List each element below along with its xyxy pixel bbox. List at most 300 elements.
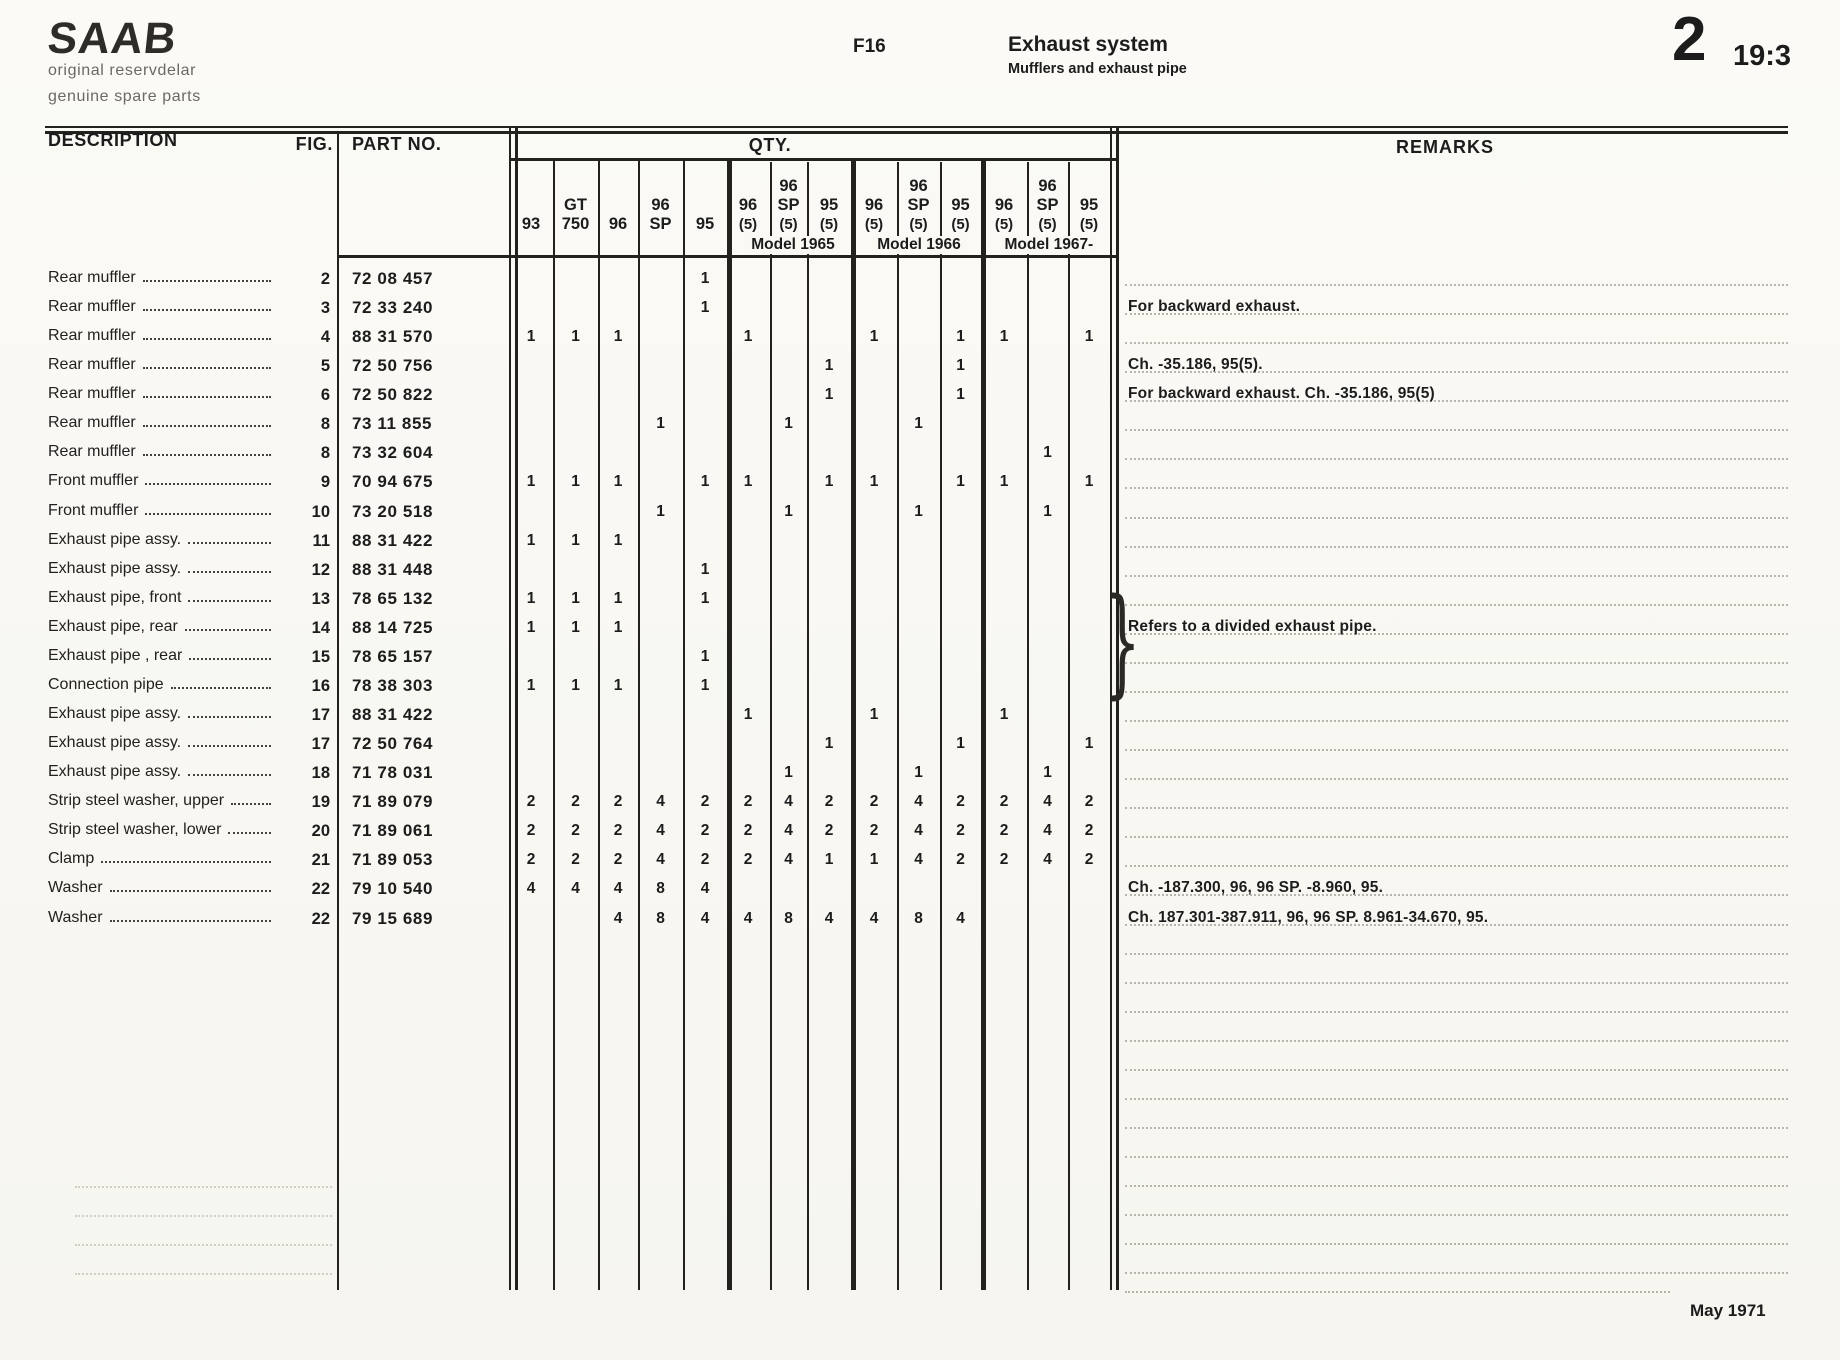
qty-cell: 2 [743, 793, 753, 811]
remark-cell: For backward exhaust. [1128, 298, 1301, 316]
qty-cell: 2 [999, 793, 1009, 811]
remarks-dotted-line [1125, 342, 1788, 344]
part-no-cell: 73 32 604 [352, 443, 434, 463]
description-cell [48, 821, 273, 847]
fig-cell: 15 [311, 647, 330, 666]
qty-cell: 2 [526, 793, 536, 811]
part-no-cell: 88 31 570 [352, 327, 434, 347]
qty-cell: 1 [700, 676, 710, 694]
remarks-dotted-line [1125, 429, 1788, 431]
qty-cell: 2 [999, 851, 1009, 869]
qty-cell: 1 [824, 357, 834, 375]
description-text: Exhaust pipe , rear [48, 646, 183, 664]
saab-logo: SAAB [45, 14, 180, 63]
remarks-dotted-line [1125, 1098, 1788, 1100]
remarks-dotted-line [1125, 458, 1788, 460]
remarks-dotted-line [1125, 953, 1788, 955]
dotted-leader [188, 600, 271, 602]
description-text: Exhaust pipe assy. [48, 530, 182, 548]
qty-cell: 1 [700, 647, 710, 665]
description-cell [48, 298, 273, 324]
part-no-cell: 72 33 240 [352, 298, 434, 318]
part-no-cell: 88 31 422 [352, 705, 434, 725]
qty-col-label-line: 96 [651, 196, 670, 214]
qty-cell: 4 [1043, 793, 1052, 811]
remarks-dotted-line [1125, 1011, 1788, 1013]
qty-cell: 4 [613, 909, 623, 927]
logo-subtitle-swedish: original reservdelar [48, 62, 197, 79]
description-cell [48, 560, 273, 586]
qty-cell: 2 [571, 793, 580, 811]
description-text: Front muffler [48, 472, 139, 490]
qty-col-label-line: 96 [1038, 177, 1057, 195]
part-no-cell: 79 15 689 [352, 908, 434, 928]
fig-cell: 9 [320, 473, 330, 492]
qty-cell: 1 [999, 328, 1009, 346]
qty-col-header-group2-3 [937, 162, 985, 234]
remarks-dotted-line [1125, 1185, 1788, 1187]
remarks-dotted-line [1125, 691, 1788, 693]
fig-cell: 3 [320, 299, 330, 318]
faint-description-leader [75, 1215, 332, 1217]
fig-cell: 8 [320, 415, 330, 434]
qty-cell: 4 [656, 851, 665, 869]
description-text: Rear muffler [48, 269, 136, 286]
qty-col-label-line: 96 [909, 177, 928, 195]
qty-cell: 1 [784, 764, 793, 782]
qty-cell: 4 [914, 851, 923, 869]
qty-cell: 1 [613, 328, 623, 346]
description-cell [48, 879, 273, 905]
qty-col-label-line: 95 [695, 215, 715, 233]
qty-col-header-group3-3 [1065, 162, 1113, 234]
qty-col-label-line: (5) [864, 216, 884, 233]
description-cell [48, 327, 273, 353]
description-text: Strip steel washer, lower [48, 821, 222, 839]
description-text: Washer [48, 908, 103, 926]
dotted-leader [143, 396, 271, 398]
qty-cell: 4 [571, 880, 580, 898]
remark-cell: For backward exhaust. Ch. -35.186, 95(5) [1128, 385, 1435, 403]
remarks-dotted-line [1125, 1156, 1788, 1158]
description-cell [48, 647, 273, 673]
qty-cell: 1 [824, 851, 834, 869]
qty-cell: 1 [999, 706, 1009, 724]
qty-cell: 1 [656, 415, 665, 433]
fig-cell: 6 [320, 386, 330, 405]
fig-cell: 4 [320, 328, 330, 347]
qty-cell: 8 [656, 880, 665, 898]
description-text: Rear muffler [48, 356, 136, 374]
qty-cell: 4 [656, 822, 665, 840]
qty-cell: 2 [1084, 851, 1094, 869]
qty-col-label-line: SP [1036, 196, 1059, 214]
qty-cell: 1 [1084, 473, 1094, 491]
qty-cell: 1 [571, 473, 580, 491]
part-no-cell: 72 50 764 [352, 734, 434, 754]
qty-cell: 2 [824, 793, 834, 811]
qty-cell: 1 [613, 589, 623, 607]
qty-cell: 4 [743, 909, 753, 927]
qty-cell: 2 [613, 851, 623, 869]
qty-col-label-line: (5) [994, 216, 1014, 233]
qty-col-label-line: SP [777, 196, 800, 214]
qty-cell: 1 [526, 676, 536, 694]
qty-cell: 1 [956, 357, 965, 375]
qty-col-label-line: 96 [994, 196, 1014, 214]
fig-cell: 17 [311, 706, 330, 725]
dotted-leader [188, 774, 271, 776]
qty-cell: 1 [613, 531, 623, 549]
description-text: Rear muffler [48, 443, 136, 461]
part-no-cell: 72 50 822 [352, 385, 434, 405]
fig-cell: 21 [311, 851, 330, 870]
qty-cell: 2 [700, 851, 710, 869]
qty-cell: 8 [656, 909, 665, 927]
qty-col-header-96SP [637, 162, 685, 234]
description-cell [48, 763, 273, 789]
remarks-dotted-line [1125, 778, 1788, 780]
remark-cell: Refers to a divided exhaust pipe. [1128, 617, 1377, 635]
remarks-dotted-line [1125, 546, 1788, 548]
col-header-description: DESCRIPTION [48, 130, 178, 150]
remarks-dotted-line [1125, 982, 1788, 984]
grid-vline [940, 162, 942, 1290]
description-text: Connection pipe [48, 675, 164, 693]
dotted-leader [145, 513, 271, 515]
description-cell [48, 589, 273, 615]
qty-cell: 1 [526, 328, 536, 346]
description-cell [48, 269, 273, 295]
grid-vline [638, 160, 640, 1290]
qty-col-label-line: 750 [561, 215, 590, 233]
qty-cell: 1 [743, 706, 753, 724]
section-number: 2 [1672, 5, 1707, 74]
part-no-cell: 73 11 855 [352, 414, 433, 434]
grid-vline [515, 126, 518, 1290]
part-no-cell: 78 65 157 [352, 646, 434, 666]
qty-cell: 1 [700, 560, 710, 578]
remarks-dotted-line [1125, 517, 1788, 519]
part-no-cell: 79 10 540 [352, 879, 434, 899]
qty-cell: 1 [914, 502, 923, 520]
qty-cell: 1 [869, 706, 879, 724]
footer-date: May 1971 [1690, 1301, 1766, 1320]
qty-col-label-line: 93 [521, 215, 541, 233]
qty-cell: 1 [571, 328, 580, 346]
grid-vline [683, 160, 685, 1290]
model-label: Model 1966 [872, 236, 966, 254]
qty-col-label-line: 95 [951, 196, 970, 214]
qty-col-header-group1-3 [805, 162, 853, 234]
qty-cell: 2 [613, 822, 623, 840]
qty-cell: 2 [571, 851, 580, 869]
part-no-cell: 71 78 031 [352, 763, 434, 783]
remarks-dotted-line [1125, 720, 1788, 722]
qty-cell: 1 [1084, 328, 1094, 346]
col-header-part-no: PART NO. [352, 134, 442, 154]
remarks-dotted-line [1125, 1214, 1788, 1216]
part-no-cell: 71 89 061 [352, 821, 434, 841]
description-cell [48, 472, 273, 498]
page-subtitle: Mufflers and exhaust pipe [1008, 61, 1187, 77]
description-text: Washer [48, 879, 103, 897]
remarks-dotted-line [1125, 1040, 1788, 1042]
qty-col-header-93 [507, 162, 555, 234]
faint-description-leader [75, 1273, 332, 1275]
qty-cell: 2 [956, 851, 965, 869]
faint-description-leader [75, 1244, 332, 1246]
description-cell [48, 850, 273, 876]
qty-cell: 4 [824, 909, 834, 927]
remarks-dotted-line [1125, 487, 1788, 489]
dotted-leader [188, 542, 271, 544]
description-cell [48, 502, 273, 528]
grid-vline [1068, 162, 1070, 1290]
description-cell [48, 792, 273, 818]
qty-cell: 1 [526, 473, 536, 491]
qty-col-label-line: (5) [1079, 216, 1099, 233]
fig-cell: 17 [311, 735, 330, 754]
qty-col-label-line: SP [649, 215, 672, 233]
dotted-leader [228, 832, 271, 834]
remarks-dotted-line [1125, 662, 1788, 664]
dotted-leader [188, 716, 271, 718]
model-label: Model 1967- [1002, 236, 1096, 254]
dotted-leader [189, 658, 271, 660]
remarks-dotted-line [1125, 284, 1788, 286]
grid-vline [337, 131, 339, 1290]
remarks-brace: } [1104, 572, 1141, 711]
qty-cell: 8 [784, 909, 793, 927]
qty-cell: 1 [700, 299, 710, 317]
grid-vline [897, 162, 899, 1290]
qty-cell: 1 [656, 502, 665, 520]
qty-cell: 1 [914, 415, 923, 433]
qty-col-label-line: 96 [779, 177, 798, 195]
dotted-leader [143, 309, 271, 311]
description-cell [48, 705, 273, 731]
fig-cell: 20 [311, 822, 330, 841]
grid-hline [45, 126, 1788, 128]
description-text: Strip steel washer, upper [48, 792, 225, 810]
remarks-dotted-line [1125, 1272, 1788, 1274]
grid-vline [770, 162, 772, 1290]
description-cell [48, 414, 273, 440]
description-text: Rear muffler [48, 414, 136, 432]
qty-cell: 2 [869, 822, 879, 840]
grid-hline [337, 255, 1119, 258]
remarks-dotted-line [1125, 1291, 1670, 1293]
part-no-cell: 88 31 422 [352, 530, 434, 550]
part-no-cell: 71 89 079 [352, 792, 434, 812]
fig-cell: 11 [312, 531, 330, 550]
qty-col-header-group3-1 [980, 162, 1028, 234]
col-header-qty: QTY. [748, 135, 792, 155]
description-text: Exhaust pipe assy. [48, 763, 182, 781]
qty-cell: 1 [956, 473, 965, 491]
logo-subtitle-english: genuine spare parts [48, 88, 201, 105]
qty-cell: 1 [1043, 444, 1052, 462]
qty-cell: 1 [700, 270, 710, 287]
col-header-remarks: REMARKS [1395, 137, 1494, 157]
dotted-leader [171, 687, 271, 689]
part-no-cell: 71 89 053 [352, 850, 434, 870]
qty-cell: 1 [784, 415, 793, 433]
dotted-leader [143, 338, 271, 340]
qty-cell: 2 [743, 822, 753, 840]
part-no-cell: 78 38 303 [352, 675, 434, 695]
description-cell [48, 676, 273, 702]
remarks-dotted-line [1125, 865, 1788, 867]
qty-col-label-line: (5) [779, 216, 798, 233]
qty-cell: 4 [613, 880, 623, 898]
fig-cell: 2 [320, 270, 330, 288]
page-number: 19:3 [1733, 40, 1792, 72]
grid-vline [598, 160, 600, 1290]
remarks-dotted-line [1125, 1069, 1788, 1071]
qty-cell: 1 [1084, 735, 1094, 753]
qty-cell: 2 [700, 822, 710, 840]
fig-cell: 14 [311, 618, 330, 637]
grid-vline [981, 158, 986, 1290]
qty-cell: 4 [526, 880, 536, 898]
qty-col-label-line: (5) [951, 216, 970, 233]
qty-cell: 1 [700, 473, 710, 491]
qty-cell: 4 [700, 880, 710, 898]
section-code: F16 [853, 36, 886, 57]
qty-cell: 2 [571, 822, 580, 840]
qty-col-header-group2-2 [895, 162, 943, 234]
dotted-leader [188, 571, 271, 573]
qty-col-label-line: (5) [909, 216, 928, 233]
dotted-leader [143, 425, 271, 427]
description-text: Exhaust pipe assy. [48, 734, 182, 752]
fig-cell: 10 [311, 502, 330, 521]
dotted-leader [231, 803, 271, 805]
qty-cell: 2 [869, 793, 879, 811]
description-text: Rear muffler [48, 385, 136, 403]
qty-cell: 2 [956, 822, 965, 840]
qty-col-label-line: 95 [819, 196, 839, 214]
description-text: Exhaust pipe, front [48, 588, 182, 606]
description-text: Clamp [48, 850, 95, 868]
dotted-leader [145, 483, 271, 485]
description-cell [48, 531, 273, 557]
qty-cell: 4 [1043, 851, 1052, 869]
qty-cell: 1 [914, 764, 923, 782]
qty-cell: 4 [700, 909, 710, 927]
qty-col-label-line: (5) [819, 216, 839, 233]
description-cell [48, 618, 273, 644]
description-cell [48, 909, 273, 935]
fig-cell: 22 [311, 880, 330, 899]
description-text: Exhaust pipe, rear [48, 617, 178, 635]
fig-cell: 18 [311, 764, 330, 783]
dotted-leader [110, 890, 271, 892]
fig-cell: 8 [320, 444, 330, 463]
qty-cell: 1 [526, 618, 536, 636]
qty-col-label-line: (5) [1038, 216, 1057, 233]
faint-description-leader [75, 1186, 332, 1188]
qty-cell: 1 [956, 328, 965, 346]
qty-cell: 2 [526, 822, 536, 840]
description-text: Exhaust pipe assy. [48, 559, 182, 577]
qty-col-label-line: GT [564, 196, 587, 214]
qty-cell: 4 [914, 822, 923, 840]
qty-col-label-line: (5) [738, 216, 758, 233]
qty-cell: 1 [613, 676, 623, 694]
qty-cell: 4 [914, 793, 923, 811]
qty-cell: 8 [914, 909, 923, 927]
grid-vline [553, 160, 555, 1290]
qty-cell: 1 [743, 328, 753, 346]
qty-cell: 1 [869, 473, 879, 491]
remarks-dotted-line [1125, 604, 1788, 606]
qty-col-header-GT750 [552, 162, 600, 234]
part-no-cell: 73 20 518 [352, 501, 434, 521]
qty-col-label-line: 95 [1079, 196, 1099, 214]
qty-cell: 2 [700, 793, 710, 811]
part-no-cell: 70 94 675 [352, 472, 434, 492]
qty-cell: 4 [656, 793, 665, 811]
dotted-leader [185, 629, 271, 631]
remark-cell: Ch. 187.301-387.911, 96, 96 SP. 8.961-34.670, 95. [1128, 908, 1489, 926]
description-text: Rear muffler [48, 298, 136, 316]
remarks-dotted-line [1125, 749, 1788, 751]
col-header-fig: FIG. [295, 134, 333, 154]
qty-cell: 2 [999, 822, 1009, 840]
qty-cell: 1 [956, 735, 965, 753]
qty-cell: 4 [784, 793, 793, 811]
dotted-leader [143, 454, 271, 456]
qty-cell: 1 [1043, 502, 1052, 520]
qty-cell: 1 [571, 531, 580, 549]
qty-col-label-line: 96 [864, 196, 884, 214]
grid-hline [509, 158, 1119, 161]
remarks-dotted-line [1125, 836, 1788, 838]
fig-cell: 16 [311, 676, 330, 695]
qty-cell: 1 [1043, 764, 1052, 782]
qty-col-label-line: SP [907, 196, 930, 214]
grid-vline [807, 162, 809, 1290]
qty-cell: 2 [1084, 793, 1094, 811]
remarks-dotted-line [1125, 575, 1788, 577]
remarks-dotted-line [1125, 1243, 1788, 1245]
fig-cell: 5 [320, 357, 330, 376]
description-cell [48, 443, 273, 469]
grid-vline [851, 158, 856, 1290]
qty-cell: 2 [743, 851, 753, 869]
qty-cell: 2 [526, 851, 536, 869]
qty-cell: 1 [571, 618, 580, 636]
description-cell [48, 734, 273, 760]
page-title: Exhaust system [1008, 33, 1168, 56]
dotted-leader [101, 861, 271, 863]
remark-cell: Ch. -187.300, 96, 96 SP. -8.960, 95. [1128, 879, 1384, 897]
qty-cell: 2 [956, 793, 965, 811]
part-no-cell: 88 31 448 [352, 559, 434, 579]
qty-cell: 1 [824, 735, 834, 753]
qty-cell: 1 [526, 589, 536, 607]
qty-cell: 1 [869, 851, 879, 869]
qty-cell: 1 [999, 473, 1009, 491]
qty-cell: 1 [613, 618, 623, 636]
qty-cell: 1 [700, 589, 710, 607]
qty-cell: 4 [1043, 822, 1052, 840]
qty-cell: 1 [869, 328, 879, 346]
description-text: Rear muffler [48, 327, 136, 345]
